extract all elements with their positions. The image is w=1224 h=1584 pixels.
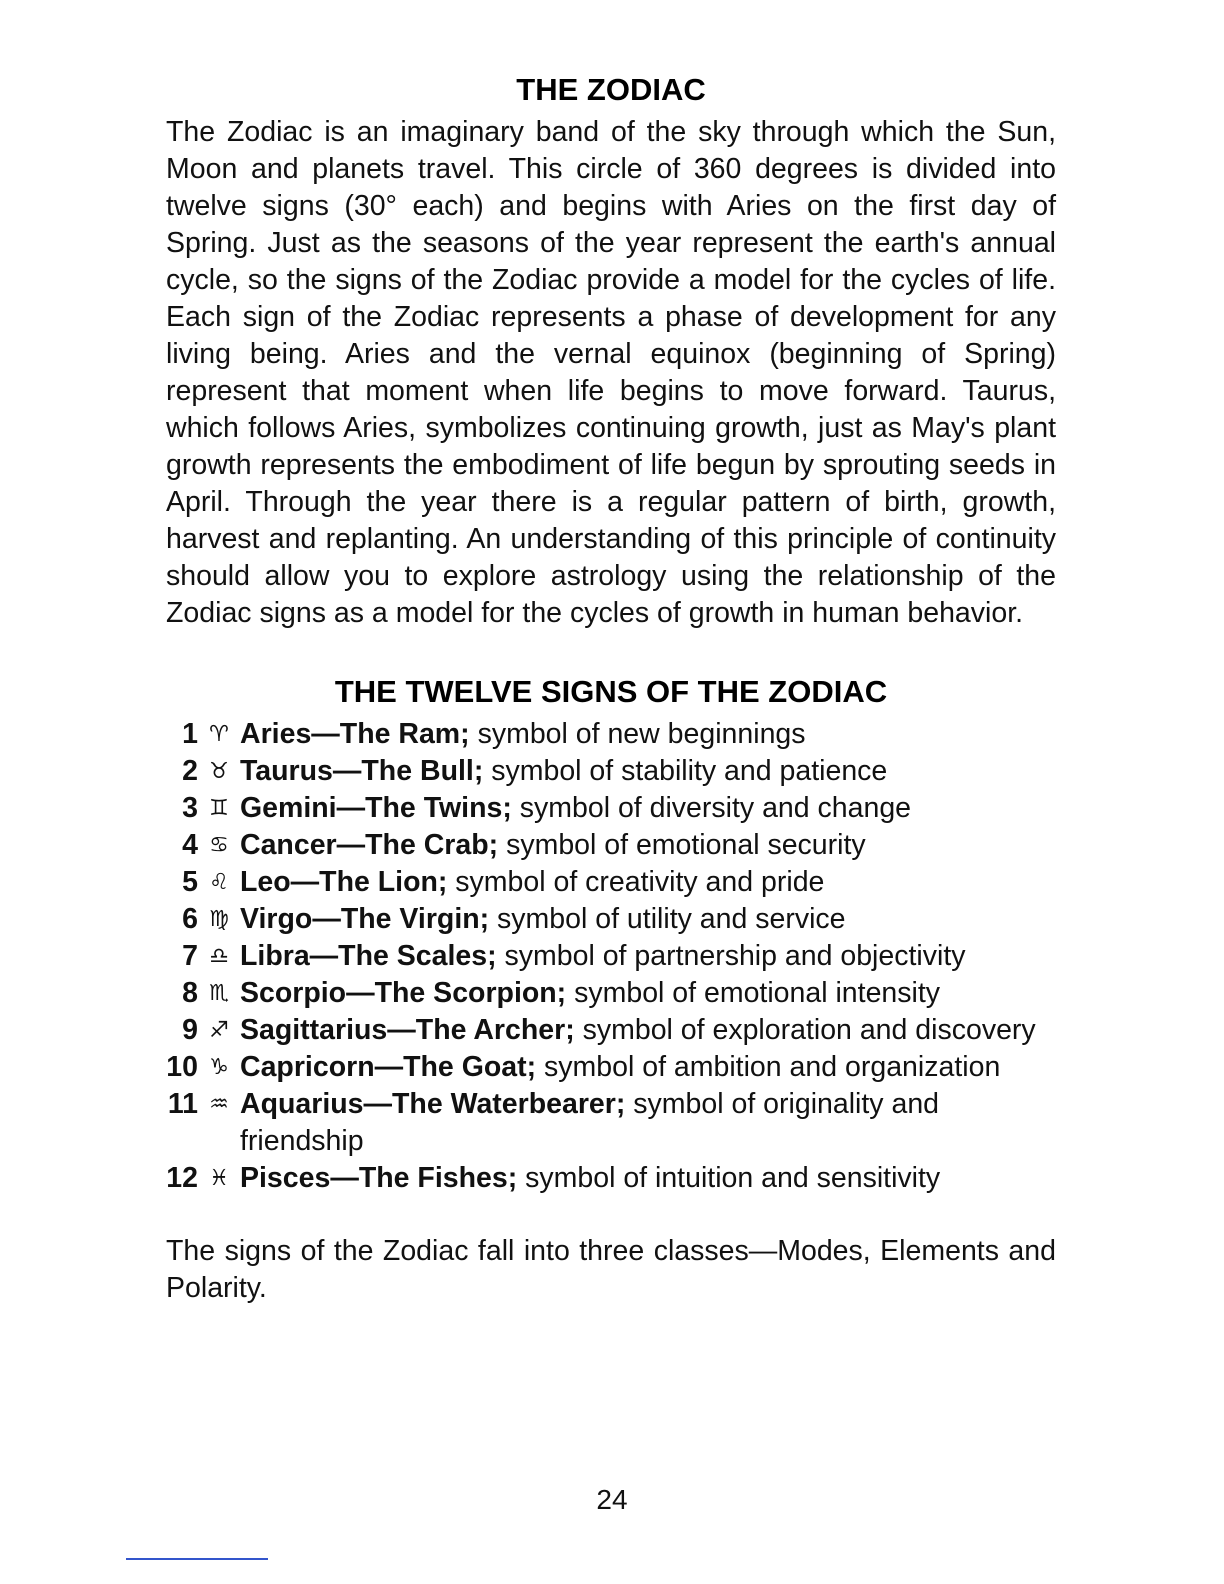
sign-number: 4 — [182, 829, 198, 861]
sign-name: Capricorn—The Goat; — [240, 1051, 537, 1083]
sign-description: symbol of partnership and objectivity — [496, 940, 966, 972]
libra-icon: ♎ — [209, 944, 229, 969]
list-item — [166, 864, 1056, 901]
aries-icon: ♈ — [209, 722, 229, 747]
aquarius-icon: ♒ — [209, 1092, 229, 1117]
list-item — [166, 716, 1056, 753]
virgo-icon: ♍ — [209, 907, 229, 932]
taurus-icon: ♉ — [209, 759, 229, 784]
sign-name: Sagittarius—The Archer; — [240, 1014, 575, 1046]
sign-number: 12 — [166, 1162, 198, 1194]
sign-description: symbol of stability and patience — [483, 755, 888, 787]
sign-description: symbol of utility and service — [489, 903, 846, 935]
page-content — [166, 70, 1056, 1307]
list-item — [166, 1086, 1056, 1160]
sign-description: symbol of new beginnings — [469, 718, 806, 750]
sign-number: 11 — [167, 1088, 198, 1120]
pisces-icon: ♓ — [209, 1166, 229, 1191]
sign-number: 2 — [182, 755, 198, 787]
list-item — [166, 827, 1056, 864]
sign-description: symbol of ambition and organization — [536, 1051, 1001, 1083]
intro-paragraph: The Zodiac is an imaginary band of the sky through which the Sun, Moon and planets travel. This circle of 360 degrees is divided into twelve signs (30° each) and begins with Aries on the first day of Spring. Just as the seasons of the year represent the earth's annual cycle, so the signs of the Zodiac provide a model for the cycles of life. Each sign of the Zodiac represents a phase of development for any living being. Aries and the vernal equinox (beginning of Spring) represent that moment when life begins to move forward. Taurus, which follows Aries, symbolizes continuing growth, just as May's plant growth represents the embodiment of life begun by sprouting seeds in April. Through the year there is a regular pattern of birth, growth, harvest and replanting. An understanding of this principle of continuity should allow you to explore astrology using the relationship of the Zodiac signs as a model for the cycles of growth in human behavior. — [166, 116, 1056, 629]
page-number: 24 — [596, 1484, 628, 1515]
sign-number: 10 — [166, 1051, 198, 1083]
sign-description: symbol of originality and friendship — [240, 1088, 940, 1157]
list-item — [166, 790, 1056, 827]
sign-number: 1 — [182, 718, 198, 750]
page-title: THE ZODIAC — [516, 72, 706, 107]
sign-number: 6 — [182, 903, 198, 935]
cancer-icon: ♋ — [209, 833, 229, 858]
sign-number: 3 — [182, 792, 198, 824]
sign-name: Pisces—The Fishes; — [240, 1162, 518, 1194]
sign-name: Virgo—The Virgin; — [240, 903, 490, 935]
signs-list — [166, 716, 1056, 1197]
sign-description: symbol of emotional intensity — [566, 977, 941, 1009]
capricorn-icon: ♑ — [209, 1055, 229, 1080]
sign-name: Aquarius—The Waterbearer; — [240, 1088, 626, 1120]
list-item — [166, 753, 1056, 790]
closing-paragraph: The signs of the Zodiac fall into three classes—Modes, Elements and Polarity. — [166, 1235, 1056, 1304]
gemini-icon: ♊ — [209, 796, 229, 821]
sign-name: Cancer—The Crab; — [240, 829, 499, 861]
sign-description: symbol of exploration and discovery — [574, 1014, 1036, 1046]
sign-number: 5 — [182, 866, 198, 898]
list-item — [166, 975, 1056, 1012]
sign-name: Aries—The Ram; — [240, 718, 470, 750]
sign-description: symbol of intuition and sensitivity — [517, 1162, 941, 1194]
sign-name: Taurus—The Bull; — [240, 755, 484, 787]
scorpio-icon: ♏ — [209, 981, 229, 1006]
sign-description: symbol of emotional security — [498, 829, 866, 861]
sign-number: 7 — [182, 940, 198, 972]
list-item — [166, 938, 1056, 975]
list-item — [166, 901, 1056, 938]
footer-divider — [126, 1558, 268, 1560]
sign-name: Scorpio—The Scorpion; — [240, 977, 567, 1009]
sign-name: Libra—The Scales; — [240, 940, 497, 972]
sign-name: Leo—The Lion; — [240, 866, 448, 898]
list-item — [166, 1160, 1056, 1197]
sign-description: symbol of creativity and pride — [447, 866, 825, 898]
list-item — [166, 1012, 1056, 1049]
sign-name: Gemini—The Twins; — [240, 792, 512, 824]
sign-description: symbol of diversity and change — [511, 792, 912, 824]
sign-number: 9 — [182, 1014, 198, 1046]
sagittarius-icon: ♐ — [209, 1018, 229, 1043]
leo-icon: ♌ — [209, 870, 229, 895]
list-item — [166, 1049, 1056, 1086]
sign-number: 8 — [182, 977, 198, 1009]
section-heading-twelve-signs: THE TWELVE SIGNS OF THE ZODIAC — [334, 674, 888, 709]
